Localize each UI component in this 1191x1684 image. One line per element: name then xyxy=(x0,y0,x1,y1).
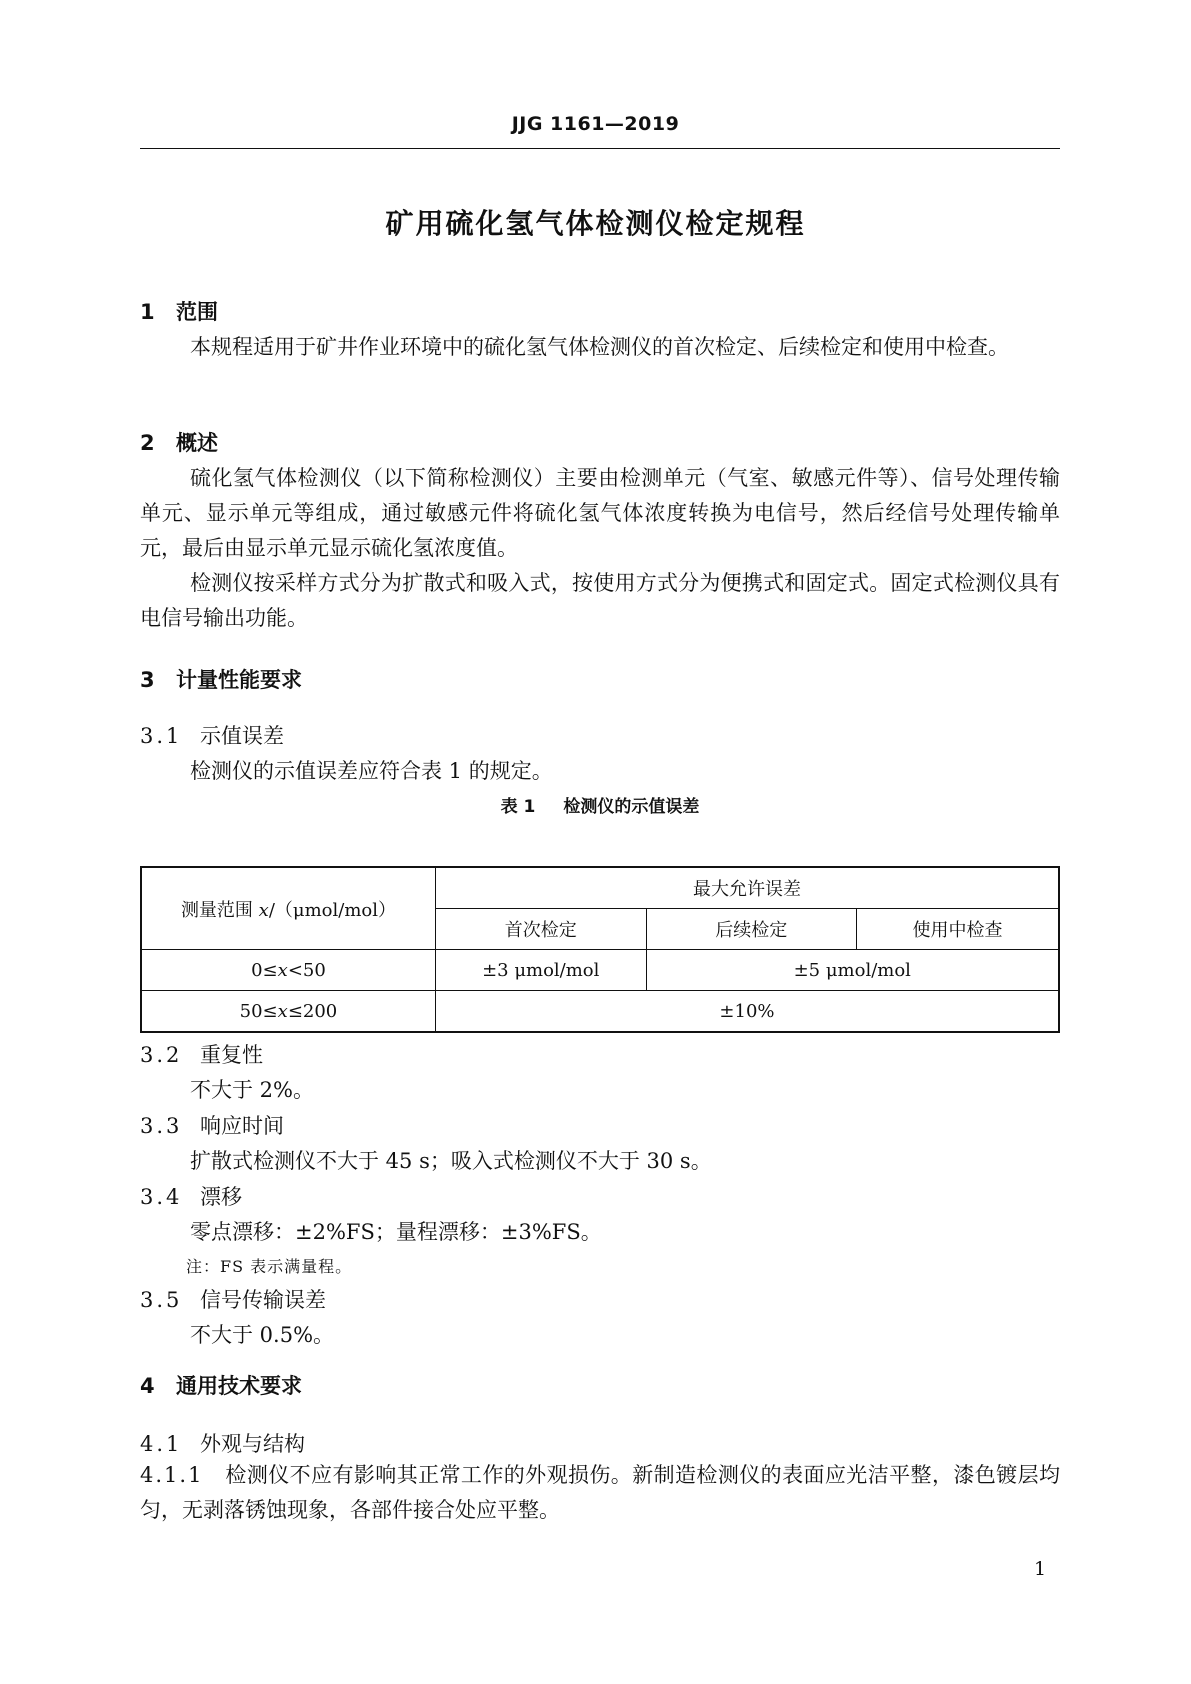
document-title: 矿用硫化氢气体检测仪检定规程 xyxy=(385,207,806,240)
subsection-number: 3.2 xyxy=(140,1043,183,1067)
cell-first-verification: ±3 μmol/mol xyxy=(435,950,646,991)
section-3-4-note: 注：FS 表示满量程。 xyxy=(186,1257,353,1276)
section-3-heading xyxy=(140,664,302,694)
section-3-4-text: 零点漂移：±2%FS；量程漂移：±3%FS。 xyxy=(190,1220,602,1244)
section-title: 通用技术要求 xyxy=(176,1374,302,1398)
section-1-text: 本规程适用于矿井作业环境中的硫化氢气体检测仪的首次检定、后续检定和使用中检查。 xyxy=(190,335,1009,359)
section-3-2-heading xyxy=(140,1039,263,1069)
subsection-title: 示值误差 xyxy=(200,724,284,748)
clause-text: 检测仪不应有影响其正常工作的外观损伤。新制造检测仪的表面应光洁平整，漆色镀层均匀，无剥落锈蚀现象，各部件接合处应平整。 xyxy=(140,1463,1060,1522)
header-subsequent-verification: 后续检定 xyxy=(646,909,856,950)
section-3-2-text: 不大于 2%。 xyxy=(190,1078,314,1102)
subsection-number: 3.1 xyxy=(140,724,183,748)
header-inservice-inspection: 使用中检查 xyxy=(856,909,1059,950)
subsection-number: 3.5 xyxy=(140,1288,183,1312)
section-3-1-text: 检测仪的示值误差应符合表 1 的规定。 xyxy=(190,759,553,783)
section-title: 计量性能要求 xyxy=(176,668,302,692)
section-3-5-text: 不大于 0.5%。 xyxy=(190,1323,335,1347)
subsection-title: 漂移 xyxy=(200,1185,242,1209)
subsection-number: 3.3 xyxy=(140,1114,183,1138)
subsection-title: 重复性 xyxy=(200,1043,263,1067)
table-1-caption xyxy=(140,792,1060,817)
section-number: 4 xyxy=(140,1374,155,1398)
section-2-paragraph-1: 硫化氢气体检测仪（以下简称检测仪）主要由检测单元（气室、敏感元件等）、信号处理传输单元、显示单元等组成，通过敏感元件将硫化氢气体浓度转换为电信号，然后经信号处理传输单元，最后由显示单元显示硫化氢浓度值。 xyxy=(140,466,1060,560)
subsection-title: 外观与结构 xyxy=(200,1432,305,1456)
section-4-1-1-paragraph xyxy=(140,1458,1060,1528)
cell-all-errors: ±10% xyxy=(435,991,1059,1033)
table-caption-text: 检测仪的示值误差 xyxy=(563,797,700,817)
section-1-heading xyxy=(140,296,218,326)
section-3-3-heading xyxy=(140,1110,284,1140)
section-title: 范围 xyxy=(176,300,218,324)
header-rule xyxy=(140,148,1060,149)
section-number: 1 xyxy=(140,300,155,324)
section-3-1-heading xyxy=(140,720,284,750)
table-1-indication-error xyxy=(140,866,1060,1033)
section-number: 2 xyxy=(140,431,155,455)
cell-range: 50≤x≤200 xyxy=(141,991,435,1033)
section-3-3-text: 扩散式检测仪不大于 45 s；吸入式检测仪不大于 30 s。 xyxy=(190,1149,712,1173)
subsection-title: 信号传输误差 xyxy=(200,1288,326,1312)
section-4-1-heading xyxy=(140,1428,305,1458)
cell-range: 0≤x<50 xyxy=(141,950,435,991)
section-2-heading xyxy=(140,427,218,457)
cell-subsequent-and-inservice: ±5 μmol/mol xyxy=(646,950,1059,991)
header-max-permissible-error: 最大允许误差 xyxy=(435,867,1059,909)
section-4-heading xyxy=(140,1370,302,1400)
subsection-title: 响应时间 xyxy=(200,1114,284,1138)
header-measuring-range: 测量范围 x/（μmol/mol） xyxy=(141,867,435,950)
table-row xyxy=(141,950,1059,991)
section-3-4-heading xyxy=(140,1181,242,1211)
table-label: 表 1 xyxy=(500,797,536,817)
clause-number: 4.1.1 xyxy=(140,1463,204,1487)
section-2-paragraph-2: 检测仪按采样方式分为扩散式和吸入式，按使用方式分为便携式和固定式。固定式检测仪具有电信号输出功能。 xyxy=(140,571,1060,630)
subsection-number: 4.1 xyxy=(140,1432,183,1456)
subsection-number: 3.4 xyxy=(140,1185,183,1209)
header-first-verification: 首次检定 xyxy=(435,909,646,950)
page-number: 1 xyxy=(1034,1558,1047,1580)
page-header-code: JJG 1161—2019 xyxy=(511,113,680,135)
table-row xyxy=(141,991,1059,1033)
section-3-5-heading xyxy=(140,1284,326,1314)
section-title: 概述 xyxy=(176,431,218,455)
section-number: 3 xyxy=(140,668,155,692)
